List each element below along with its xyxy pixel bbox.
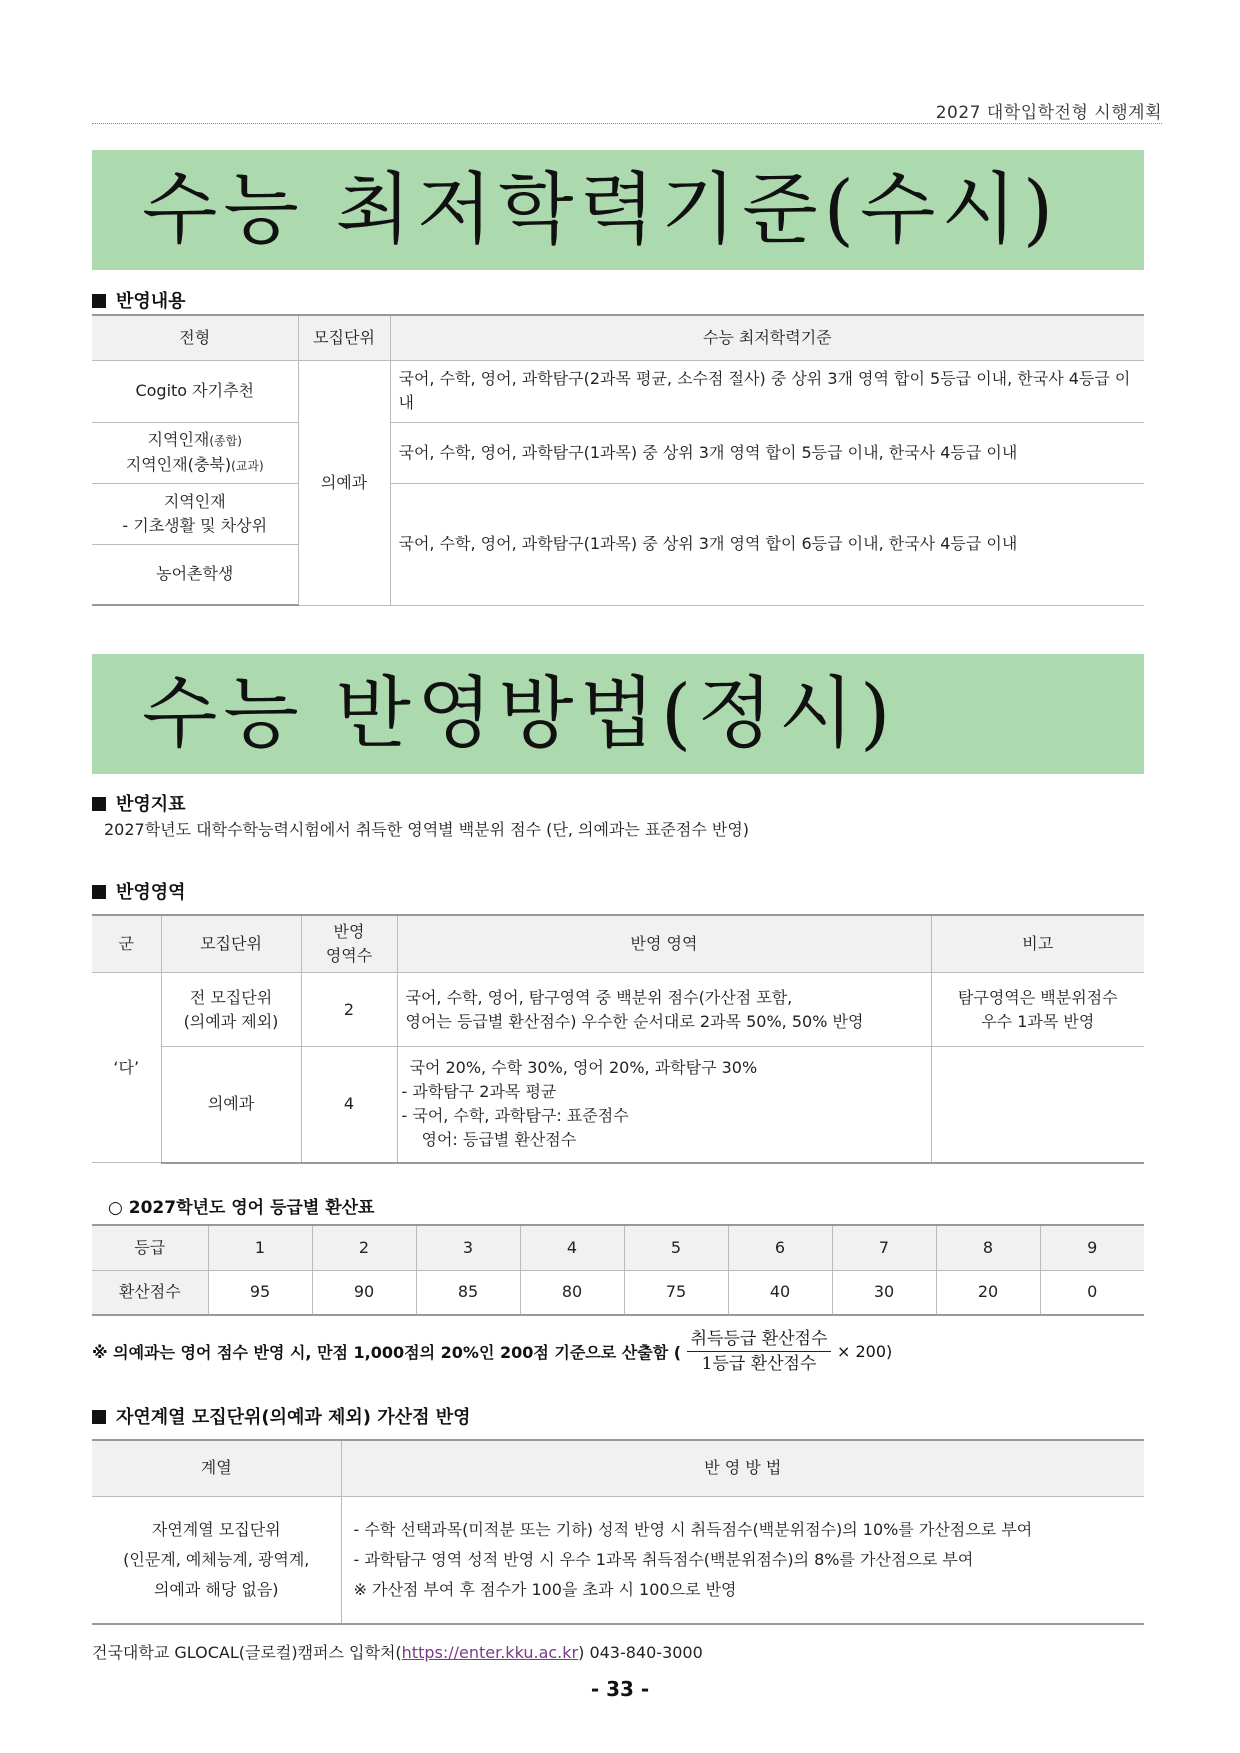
section-title-bonus: 자연계열 모집단위(의예과 제외) 가산점 반영: [92, 1403, 471, 1429]
count-cell: 2: [301, 973, 397, 1047]
score-cell: 0: [1040, 1270, 1144, 1315]
grade-cell: 4: [520, 1225, 624, 1270]
english-table-title: ○ 2027학년도 영어 등급별 환산표: [108, 1198, 375, 1218]
square-bullet-icon: [92, 885, 106, 899]
grade-cell: 8: [936, 1225, 1040, 1270]
footer-contact: 건국대학교 GLOCAL(글로컬)캠퍼스 입학처(https://enter.kku.ac.kr) 043-840-3000: [92, 1643, 703, 1662]
section-title-content: 반영내용: [92, 287, 186, 313]
score-cell: 95: [208, 1270, 312, 1315]
header-count: 반영 영역수: [301, 915, 397, 973]
criteria-cell: 국어, 수학, 영어, 과학탐구(1과목) 중 상위 3개 영역 합이 5등급 이내, 한국사 4등급 이내: [390, 422, 1144, 483]
grade-cell: 5: [624, 1225, 728, 1270]
score-cell: 80: [520, 1270, 624, 1315]
banner-susi: 수능 최저학력기준(수시): [92, 150, 1144, 270]
area-table: [92, 914, 1144, 1164]
header-unit: 모집단위: [161, 915, 301, 973]
criteria-cell: 국어, 수학, 영어, 과학탐구(2과목 평균, 소수점 절사) 중 상위 3개 영역 합이 5등급 이내, 한국사 4등급 이내: [390, 360, 1144, 422]
section-title-index: 반영지표: [92, 790, 186, 816]
table-row: [92, 422, 1144, 483]
score-label: 환산점수: [92, 1270, 208, 1315]
table-row: [92, 1270, 1144, 1315]
grade-label: 등급: [92, 1225, 208, 1270]
area-cell: 국어, 수학, 영어, 탐구영역 중 백분위 점수(가산점 포함, 영어는 등급별 환산점수) 우수한 순서대로 2과목 50%, 50% 반영: [397, 973, 931, 1047]
medical-english-note: ※ 의예과는 영어 점수 반영 시, 만점 1,000점의 20%인 200점 기준으로 산출함 ( $\frac{\text{취득등급 환산점수}}{\text{1등급 환산점수}}$ × 200): [92, 1329, 893, 1374]
grade-cell: 1: [208, 1225, 312, 1270]
group-cell: ‘다’: [92, 973, 161, 1163]
note-cell: 탐구영역은 백분위점수 우수 1과목 반영: [931, 973, 1144, 1047]
table-row: [92, 483, 1144, 544]
table-row: [92, 1047, 1144, 1163]
header-divider: [92, 123, 1162, 124]
table-row: [92, 973, 1144, 1047]
header-group: 군: [92, 915, 161, 973]
admission-link[interactable]: https://enter.kku.ac.kr: [401, 1643, 579, 1662]
type-cell: 지역인재 - 기초생활 및 차상위: [92, 483, 298, 544]
header-note: 비고: [931, 915, 1144, 973]
table-row: [92, 360, 1144, 422]
page-header-title: 2027 대학입학전형 시행계획: [935, 103, 1162, 123]
track-cell: 자연계열 모집단위 (인문계, 예체능계, 광역계, 의예과 해당 없음): [92, 1496, 341, 1624]
english-conversion-table: [92, 1224, 1144, 1316]
header-area: 반영 영역: [397, 915, 931, 973]
method-cell: - 수학 선택과목(미적분 또는 기하) 성적 반영 시 취득점수(백분위점수)의 10%를 가산점으로 부여 - 과학탐구 영역 성적 반영 시 우수 1과목 취득점수(백분위점수)의 8%를 가산점으로 부여 ※ 가산점 부여 후 점수가 100을 초과 시 100으로 반영: [341, 1496, 1144, 1624]
formula-fraction: $\frac{\text{취득등급 환산점수}}{\text{1등급 환산점수}}$: [687, 1327, 832, 1376]
area-cell: 국어 20%, 수학 30%, 영어 20%, 과학탐구 30% - 과학탐구 2과목 평균 - 국어, 수학, 과학탐구: 표준점수 영어: 등급별 환산점수: [397, 1047, 931, 1163]
square-bullet-icon: [92, 797, 106, 811]
index-description: 2027학년도 대학수학능력시험에서 취득한 영역별 백분위 점수 (단, 의예과는 표준점수 반영): [104, 820, 750, 839]
square-bullet-icon: [92, 294, 106, 308]
header-type: 전형: [92, 315, 298, 360]
score-cell: 85: [416, 1270, 520, 1315]
page-number: - 33 -: [590, 1677, 650, 1701]
unit-cell: 전 모집단위 (의예과 제외): [161, 973, 301, 1047]
grade-cell: 6: [728, 1225, 832, 1270]
bonus-table: [92, 1439, 1144, 1625]
grade-cell: 7: [832, 1225, 936, 1270]
count-cell: 4: [301, 1047, 397, 1163]
score-cell: 20: [936, 1270, 1040, 1315]
type-cell: 농어촌학생: [92, 544, 298, 605]
type-cell: Cogito 자기추천: [92, 360, 298, 422]
susi-criteria-table: [92, 314, 1144, 606]
score-cell: 40: [728, 1270, 832, 1315]
criteria-cell: 국어, 수학, 영어, 과학탐구(1과목) 중 상위 3개 영역 합이 6등급 이내, 한국사 4등급 이내: [390, 483, 1144, 605]
note-cell: [931, 1047, 1144, 1163]
banner-jeongsi: 수능 반영방법(정시): [92, 654, 1144, 774]
header-track: 계열: [92, 1440, 341, 1496]
header-unit: 모집단위: [298, 315, 390, 360]
unit-cell: 의예과: [161, 1047, 301, 1163]
score-cell: 90: [312, 1270, 416, 1315]
type-cell: 지역인재(종합) 지역인재(충북)(교과): [92, 422, 298, 483]
grade-cell: 9: [1040, 1225, 1144, 1270]
score-cell: 75: [624, 1270, 728, 1315]
section-title-area: 반영영역: [92, 878, 186, 904]
grade-cell: 3: [416, 1225, 520, 1270]
unit-cell: 의예과: [298, 360, 390, 605]
header-method: 반 영 방 법: [341, 1440, 1144, 1496]
grade-cell: 2: [312, 1225, 416, 1270]
header-criteria: 수능 최저학력기준: [390, 315, 1144, 360]
square-bullet-icon: [92, 1410, 106, 1424]
table-row: [92, 1496, 1144, 1624]
score-cell: 30: [832, 1270, 936, 1315]
